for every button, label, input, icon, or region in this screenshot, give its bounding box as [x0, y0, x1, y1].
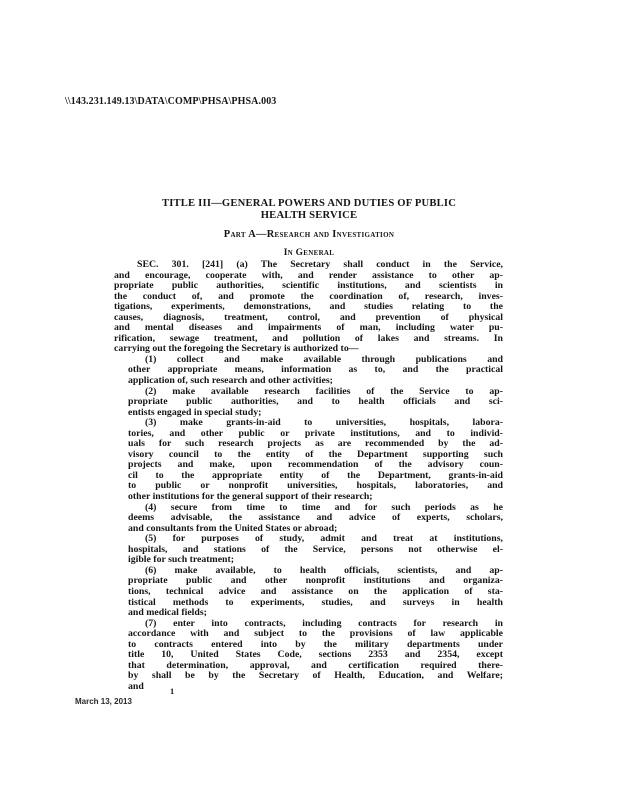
footer-date: March 13, 2013 — [75, 697, 132, 706]
body-line: carrying out the foregoing the Secretary is authorized to— — [114, 343, 359, 355]
body-line: application of, such research and other activities; — [128, 375, 333, 387]
body-line: the conduct of, and promote the coordination of, research, inves- — [114, 290, 503, 302]
clause-4 — [114, 503, 503, 535]
body-line: propriate public authorities, scientific institutions, and scientists in — [114, 280, 503, 292]
body-line: cil to the appropriate entity of the Department, grants-in-aid — [128, 469, 503, 481]
body-line: causes, diagnosis, treatment, control, and prevention of physical — [114, 311, 503, 323]
body-line: hospitals, and stations of the Service, persons not otherwise el- — [128, 543, 503, 555]
body-line: uals for such research projects as are recommended by the ad- — [128, 438, 503, 450]
body-line: tories, and other public or private institutions, and to individ- — [128, 427, 503, 439]
body-line: and encourage, cooperate with, and render assistance to other ap- — [114, 269, 503, 281]
body-line: igible for such treatment; — [128, 554, 235, 566]
body-line: and mental diseases and impairments of man, including water pu- — [114, 322, 503, 334]
body-line: and medical fields; — [128, 607, 207, 619]
body-line: to contracts entered into by the military departments under — [128, 638, 503, 650]
section-301-intro — [114, 260, 503, 355]
clause-5 — [114, 534, 503, 566]
body-line: (4) secure from time to time and for such periods as he — [145, 501, 503, 513]
body-line: to public or nonprofit universities, hospitals, laboratories, and — [128, 480, 503, 492]
body-line: tigations, experiments, demonstrations, and studies relating to the — [114, 301, 503, 313]
body-line: tistical methods to experiments, studies, and surveys in health — [128, 596, 503, 608]
document-title-line1: TITLE III—GENERAL POWERS AND DUTIES OF PUBLIC — [161, 198, 457, 209]
body-line: accordance with and subject to the provisions of law applicable — [128, 628, 503, 640]
title-block — [110, 198, 508, 258]
body-line: entists engaged in special study; — [128, 406, 262, 418]
clause-6 — [114, 566, 503, 619]
body-line: and consultants from the United States or abroad; — [128, 522, 338, 534]
document-title-line2: HEALTH SERVICE — [260, 209, 358, 221]
body-line: rification, sewage treatment, and pollution of lakes and streams. In — [114, 332, 503, 344]
part-heading: Part A—Research and Investigation — [223, 229, 395, 241]
page-number: 1 — [170, 686, 175, 696]
body-line: (6) make available, to health officials, scientists, and ap- — [145, 564, 503, 576]
body-line: (7) enter into contracts, including contracts for research in — [145, 617, 503, 629]
clause-7 — [114, 619, 503, 693]
clause-3 — [114, 418, 503, 502]
body-line: and — [128, 680, 144, 692]
body-line: (2) make available research facilities of the Service to ap- — [145, 385, 503, 397]
body-line: other appropriate means, information as to, and the practical — [128, 364, 503, 376]
body-line: that determination, approval, and certification required there- — [128, 659, 503, 671]
body-line: projects and make, upon recommendation of the advisory coun- — [128, 459, 503, 471]
body-line: by shall be by the Secretary of Health, Education, and Welfare; — [128, 670, 503, 682]
body-line: tions, technical advice and assistance on the application of sta- — [128, 585, 503, 597]
body-line: other institutions for the general support of their research; — [128, 491, 373, 503]
body-line: (1) collect and make available through publications and — [145, 353, 503, 365]
clause-1 — [114, 355, 503, 387]
file-path-header: \\143.231.149.13\DATA\COMP\PHSA\PHSA.003 — [65, 96, 277, 107]
body-line: SEC. 301. [241] (a) The Secretary shall conduct in the Service, — [137, 259, 503, 270]
body-line: deems advisable, the assistance and advice of experts, scholars, — [128, 512, 503, 524]
body-line: (5) for purposes of study, admit and treat at institutions, — [145, 533, 503, 545]
statute-body — [114, 260, 503, 692]
body-line: title 10, United States Code, sections 2353 and 2354, except — [128, 649, 503, 661]
document-title — [110, 198, 508, 221]
body-line: (3) make grants-in-aid to universities, hospitals, labora- — [145, 417, 503, 429]
clause-2 — [114, 387, 503, 419]
body-line: propriate public and other nonprofit institutions and organiza- — [128, 575, 503, 587]
section-heading: In General — [283, 248, 335, 259]
body-line: propriate public authorities, and to health officials and sci- — [128, 396, 503, 408]
body-line: visory council to the entity of the Department supporting such — [128, 448, 503, 460]
